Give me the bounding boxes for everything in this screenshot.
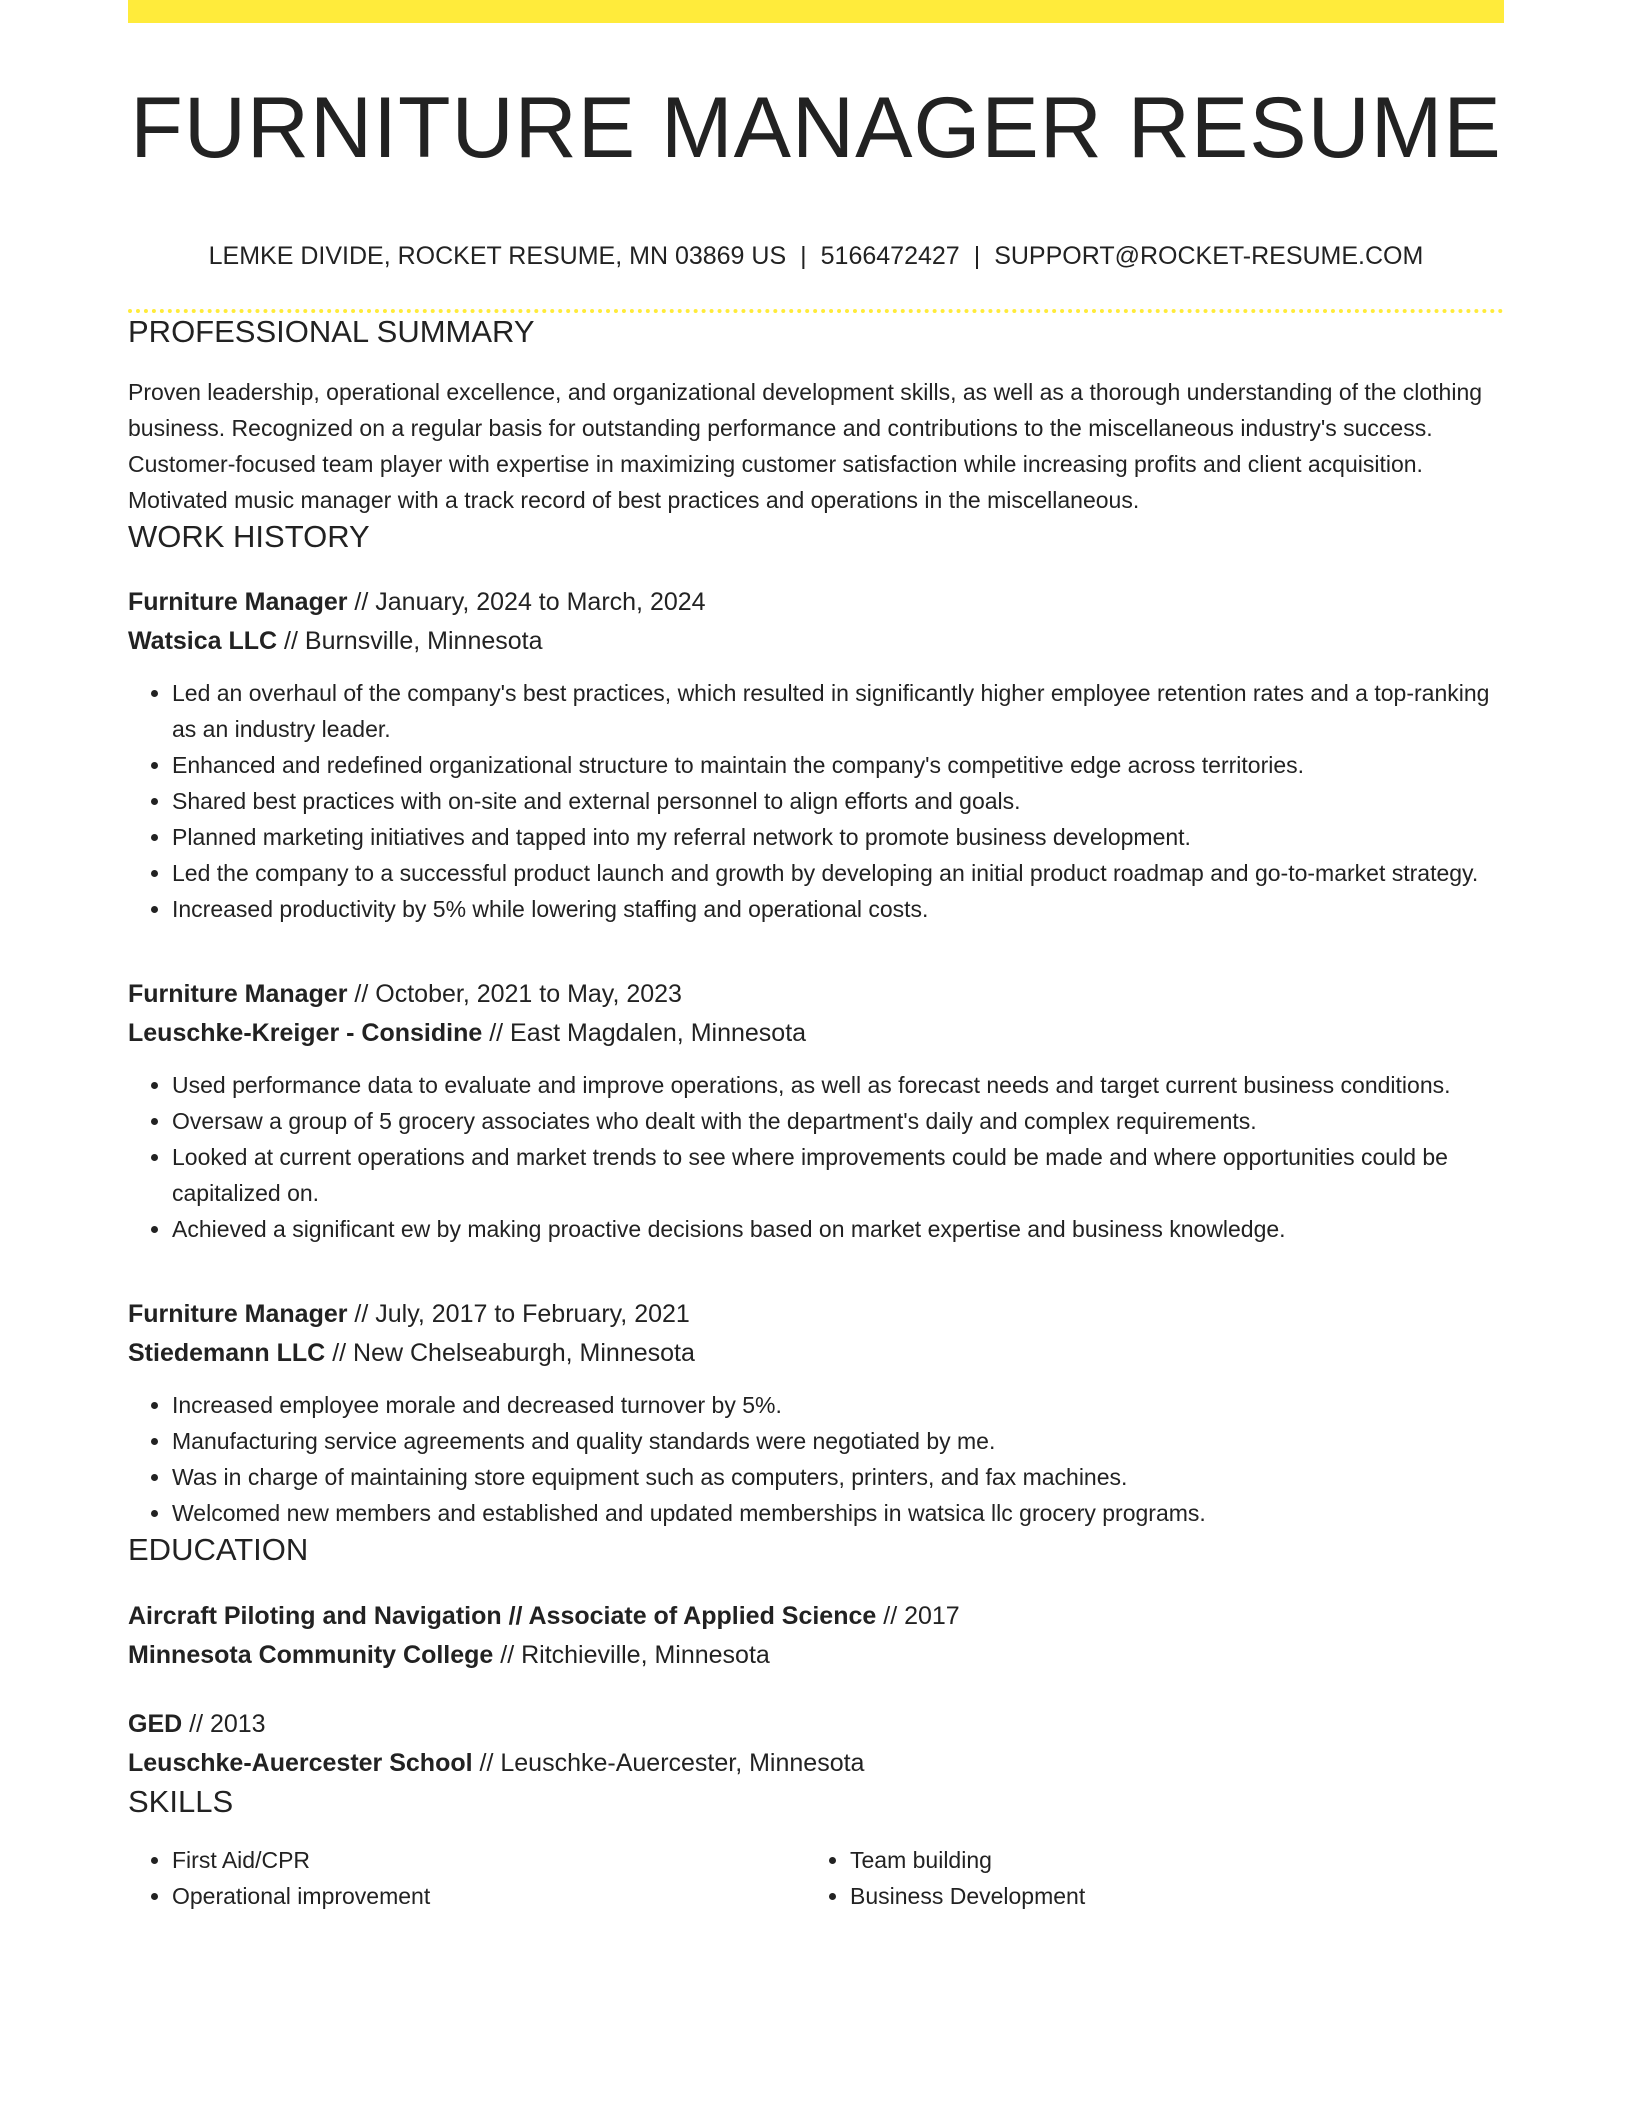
degree: Aircraft Piloting and Navigation // Associate of Applied Science	[128, 1601, 877, 1630]
school-location: // Leuschke-Auercester, Minnesota	[472, 1748, 865, 1777]
job-location: // New Chelseaburgh, Minnesota	[325, 1339, 695, 1368]
job-location: // East Magdalen, Minnesota	[482, 1019, 807, 1048]
job-company-line	[128, 1014, 1504, 1053]
job-bullet: • Increased employee morale and decreased turnover by 5%.	[172, 1387, 1504, 1423]
job-bullet: • Was in charge of maintaining store equipment such as computers, printers, and fax machines.	[172, 1459, 1504, 1495]
job-bullet: • Led an overhaul of the company's best practices, which resulted in significantly higher employee retention rates and a top-ranking as an industry leader.	[172, 675, 1504, 747]
job-entry	[128, 1295, 1504, 1531]
job-bullets	[128, 1067, 1504, 1247]
school: Minnesota Community College	[128, 1640, 494, 1669]
school-location: // Ritchieville, Minnesota	[493, 1640, 770, 1669]
resume-title: FURNITURE MANAGER RESUME	[130, 80, 1502, 176]
skills-right-column	[806, 1842, 1484, 1914]
contact-line	[128, 241, 1504, 271]
work-history-heading: WORK HISTORY	[128, 519, 370, 555]
job-title-line	[128, 975, 1504, 1014]
job-bullet: • Increased productivity by 5% while lowering staffing and operational costs.	[172, 891, 1504, 927]
degree: GED	[128, 1709, 183, 1738]
skill-item: • Business Development	[850, 1878, 1484, 1914]
job-company: Watsica LLC	[128, 627, 278, 656]
job-bullet: • Shared best practices with on-site and external personnel to align efforts and goals.	[172, 783, 1504, 819]
degree-year: // 2013	[182, 1709, 266, 1738]
job-dates: // July, 2017 to February, 2021	[347, 1300, 690, 1329]
job-company-line	[128, 1334, 1504, 1373]
education-entry	[128, 1597, 1504, 1675]
job-title: Furniture Manager	[128, 1300, 348, 1329]
job-bullets	[128, 675, 1504, 927]
job-title: Furniture Manager	[128, 980, 348, 1009]
contact-address: LEMKE DIVIDE, ROCKET RESUME, MN 03869 US	[208, 242, 787, 270]
school: Leuschke-Auercester School	[128, 1748, 473, 1777]
job-bullet: • Used performance data to evaluate and improve operations, as well as forecast needs and target current business conditions.	[172, 1067, 1504, 1103]
summary-text: Proven leadership, operational excellence, and organizational development skills, as well as a thorough understanding of the clothing business. Recognized on a regular basis for outstanding performance and contributions to the miscellaneous industry's success. Customer-focused team player with expertise in maximizing customer satisfaction while increasing profits and client acquisition. Motivated music manager with a track record of best practices and operations in the miscellaneous.	[128, 379, 1483, 514]
contact-separator: |	[973, 242, 981, 270]
job-bullet: • Planned marketing initiatives and tapped into my referral network to promote business development.	[172, 819, 1504, 855]
school-line	[128, 1636, 1504, 1675]
contact-phone: 5166472427	[820, 242, 960, 270]
education-heading: EDUCATION	[128, 1532, 309, 1568]
job-bullet: • Achieved a significant ew by making proactive decisions based on market expertise and business knowledge.	[172, 1211, 1504, 1247]
job-bullet: • Led the company to a successful product launch and growth by developing an initial product roadmap and go-to-market strategy.	[172, 855, 1504, 891]
job-dates: // October, 2021 to May, 2023	[347, 980, 682, 1009]
degree-year: // 2017	[876, 1601, 960, 1630]
job-bullet: • Oversaw a group of 5 grocery associates who dealt with the department's daily and complex requirements.	[172, 1103, 1504, 1139]
skill-item: • Operational improvement	[172, 1878, 806, 1914]
skills-columns	[128, 1842, 1504, 1914]
job-entry	[128, 975, 1504, 1247]
education-entry	[128, 1705, 1504, 1783]
degree-line	[128, 1705, 1504, 1744]
job-dates: // January, 2024 to March, 2024	[347, 588, 706, 617]
job-title-line	[128, 1295, 1504, 1334]
job-company: Leuschke-Kreiger - Considine	[128, 1019, 483, 1048]
school-line	[128, 1744, 1504, 1783]
job-bullets	[128, 1387, 1504, 1531]
degree-line	[128, 1597, 1504, 1636]
job-company-line	[128, 622, 1504, 661]
job-company: Stiedemann LLC	[128, 1339, 326, 1368]
job-entry	[128, 583, 1504, 927]
resume-page	[128, 0, 1504, 1914]
skill-item: • Team building	[850, 1842, 1484, 1878]
summary-heading: PROFESSIONAL SUMMARY	[128, 314, 535, 349]
job-title-line	[128, 583, 1504, 622]
job-bullet: • Manufacturing service agreements and quality standards were negotiated by me.	[172, 1423, 1504, 1459]
skill-item: • First Aid/CPR	[172, 1842, 806, 1878]
contact-separator: |	[800, 242, 807, 270]
job-title: Furniture Manager	[128, 588, 348, 617]
job-bullet: • Welcomed new members and established and updated memberships in watsica llc grocery programs.	[172, 1495, 1504, 1531]
job-bullet: • Looked at current operations and market trends to see where improvements could be made and where opportunities could be capitalized on.	[172, 1139, 1504, 1211]
job-bullet: • Enhanced and redefined organizational structure to maintain the company's competitive edge across territories.	[172, 747, 1504, 783]
accent-top-bar	[128, 0, 1504, 23]
skills-left-column	[128, 1842, 806, 1914]
contact-email: SUPPORT@ROCKET-RESUME.COM	[994, 242, 1424, 270]
skills-heading: SKILLS	[128, 1783, 234, 1819]
job-location: // Burnsville, Minnesota	[277, 627, 543, 656]
